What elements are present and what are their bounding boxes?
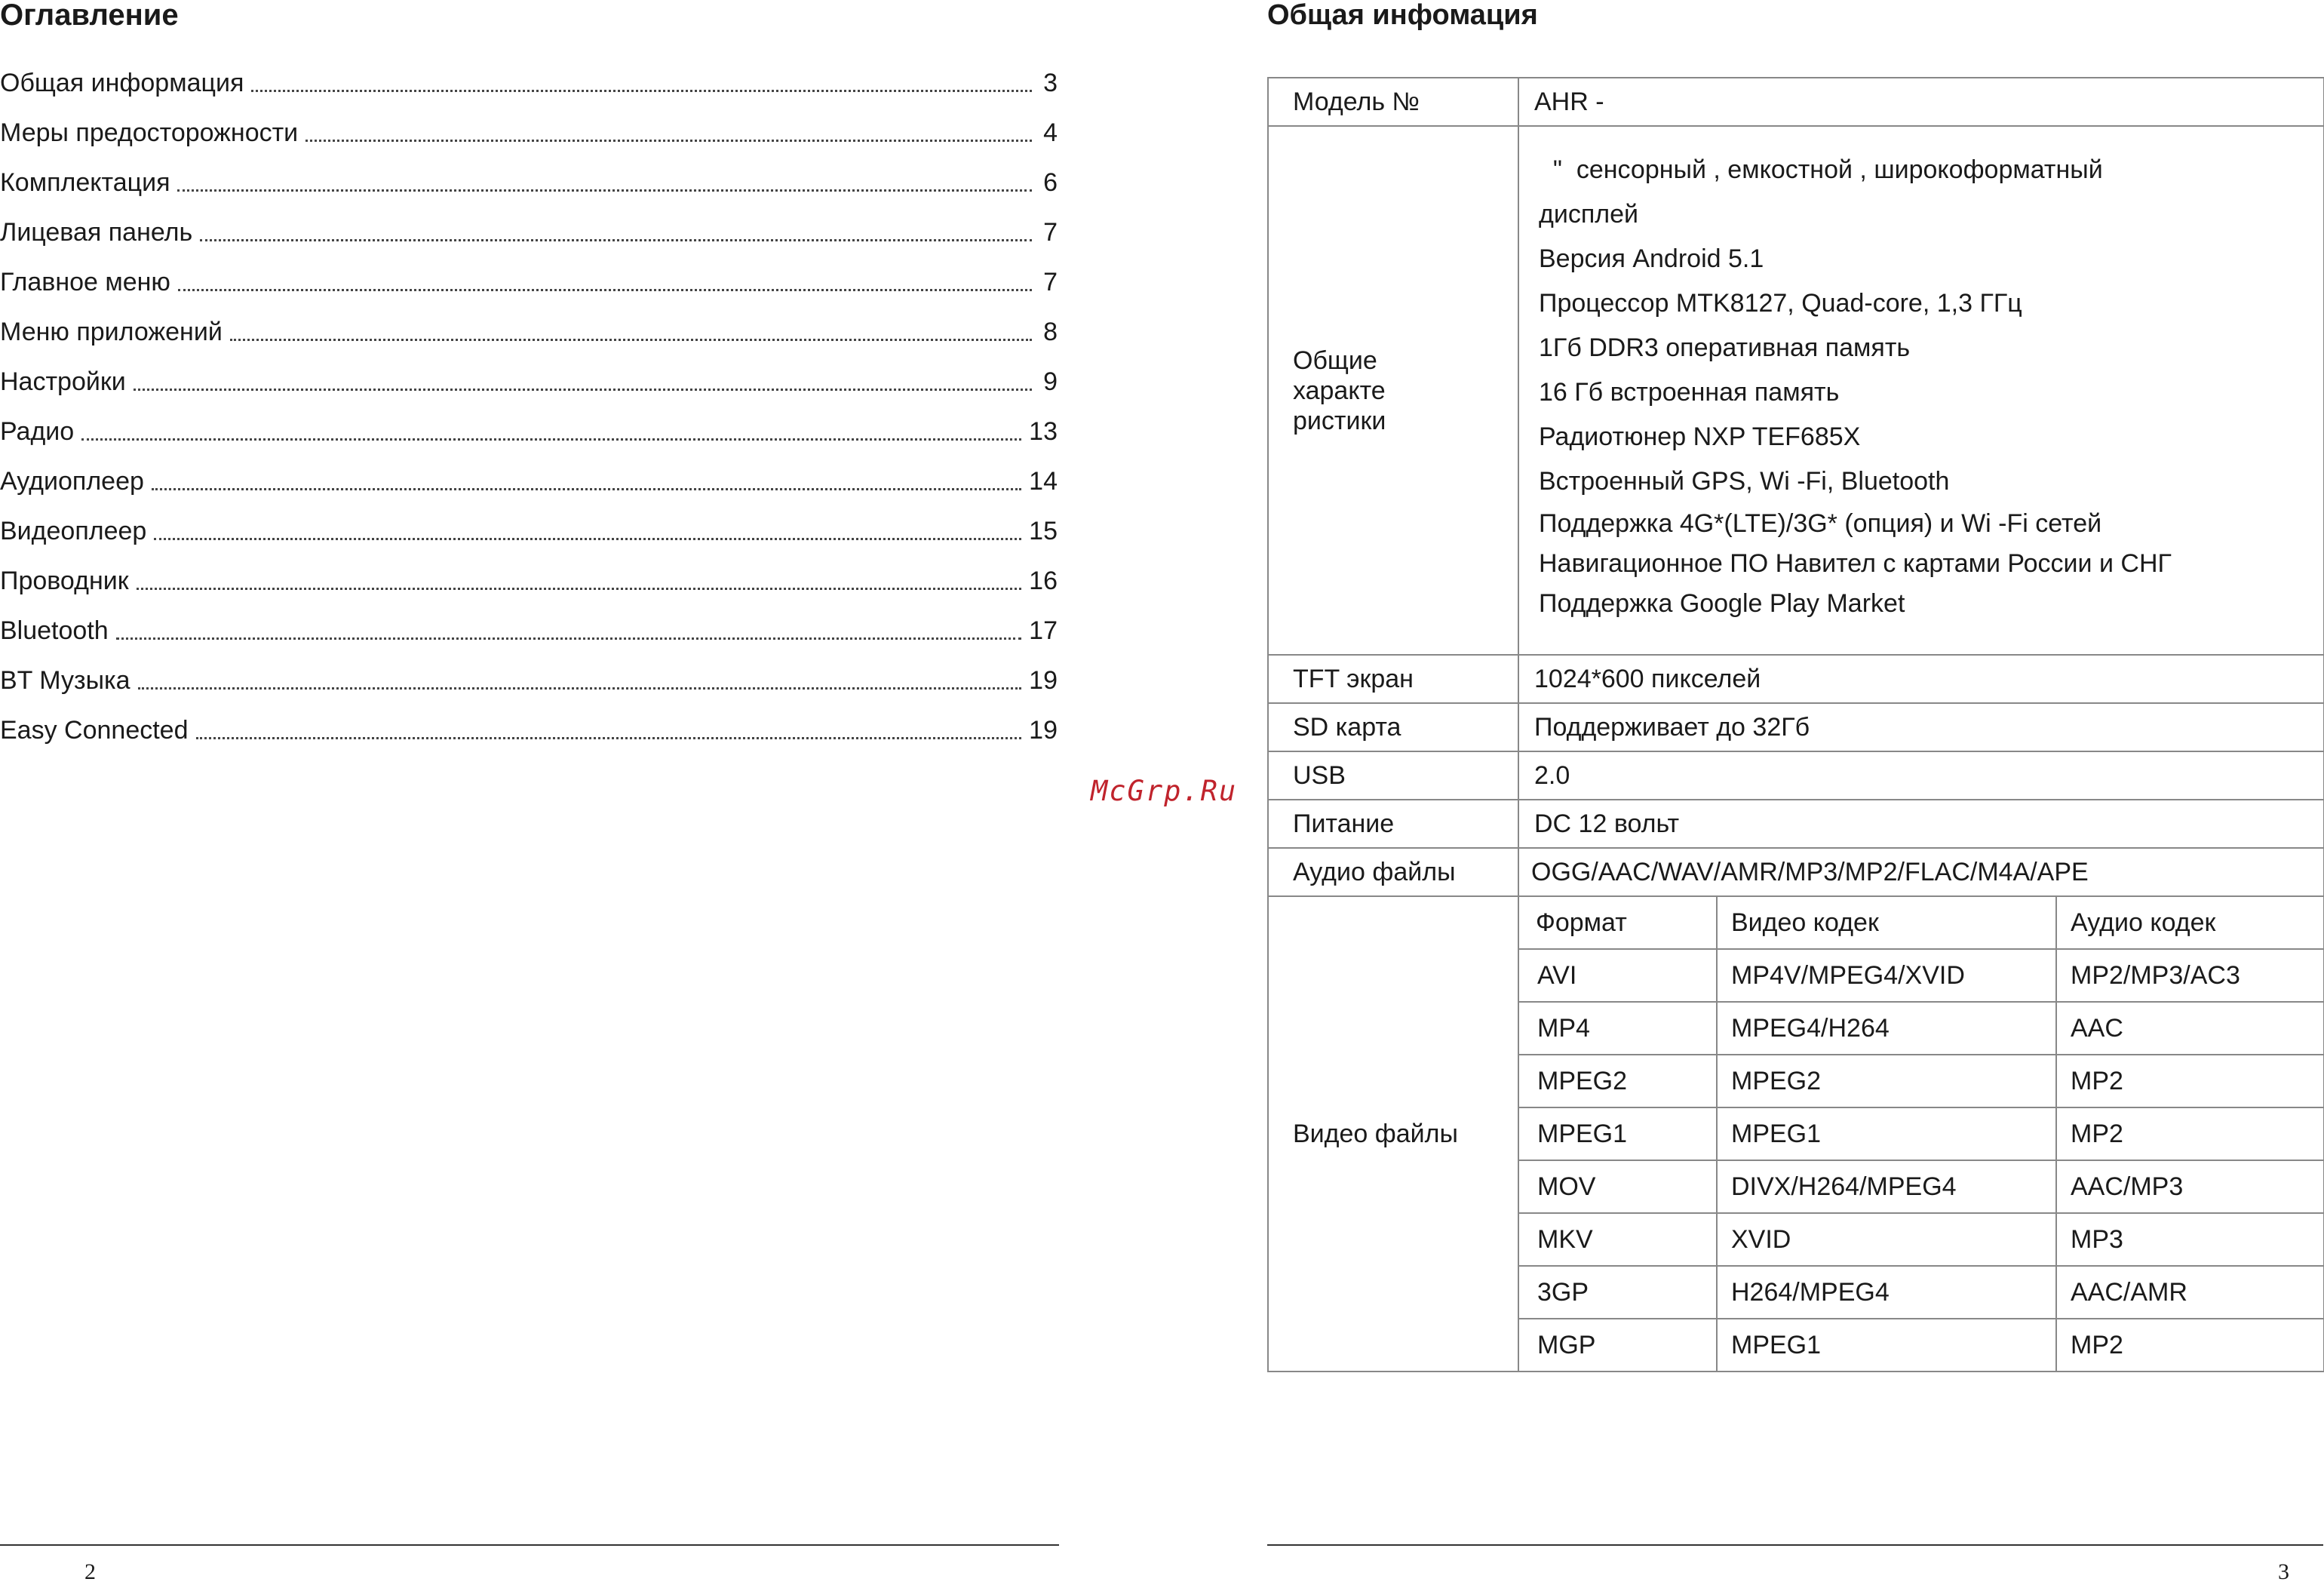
toc-entry[interactable]	[0, 597, 1058, 647]
specs-table	[1267, 77, 2324, 1372]
video-codec-table	[1519, 897, 2324, 1371]
table-cell: AAC/AMR	[2056, 1266, 2324, 1319]
toc-entry[interactable]	[0, 249, 1058, 299]
watermark: McGrp.Ru	[1091, 775, 1238, 807]
toc-leader-dots	[134, 389, 1032, 391]
toc-title: Оглавление	[0, 0, 179, 32]
toc-entry-page: 9	[1043, 367, 1058, 396]
toc-leader-dots	[200, 239, 1032, 241]
toc-entry[interactable]	[0, 349, 1058, 398]
toc-leader-dots	[152, 488, 1021, 490]
feature-line: Процессор MTK8127, Quad-core, 1,3 ГГц	[1539, 289, 2022, 318]
table-row	[1519, 1002, 2324, 1055]
table-row	[1268, 78, 2324, 126]
toc-entry[interactable]	[0, 498, 1058, 548]
toc-entry-title: Аудиоплеер	[0, 467, 144, 496]
toc-leader-dots	[154, 538, 1021, 540]
toc-entry[interactable]	[0, 299, 1058, 349]
toc-entry-title: Комплектация	[0, 168, 170, 197]
toc-entry-page: 19	[1029, 716, 1058, 745]
spec-value: OGG/AAC/WAV/AMR/MP3/MP2/FLAC/M4A/APE	[1518, 848, 2324, 896]
toc-entry[interactable]	[0, 448, 1058, 498]
table-cell: MPEG1	[1519, 1107, 1717, 1160]
toc-entry-title: Общая информация	[0, 69, 244, 97]
table-row	[1268, 751, 2324, 800]
table-cell: MKV	[1519, 1213, 1717, 1266]
feature-line: Встроенный GPS, Wi -Fi, Bluetooth	[1539, 467, 1950, 496]
table-header-row	[1519, 897, 2324, 949]
toc-entry-title: Easy Connected	[0, 716, 189, 745]
toc-entry-page: 16	[1029, 567, 1058, 595]
table-cell: MPEG2	[1717, 1055, 2056, 1107]
toc-leader-dots	[81, 438, 1021, 441]
column-header: Видео кодек	[1717, 897, 2056, 949]
page-number: 3	[2278, 1559, 2289, 1584]
toc-entry-page: 7	[1043, 268, 1058, 296]
spec-label: Модель №	[1268, 78, 1518, 126]
spec-label: USB	[1268, 751, 1518, 800]
toc-leader-dots	[137, 588, 1022, 590]
spec-label: Видео файлы	[1268, 896, 1518, 1372]
table-row	[1268, 800, 2324, 848]
toc-entry-title: Радио	[0, 417, 75, 446]
toc-entry[interactable]	[0, 149, 1058, 199]
column-header: Аудио кодек	[2056, 897, 2324, 949]
table-row	[1519, 1160, 2324, 1213]
toc-entry-page: 13	[1029, 417, 1058, 446]
table-cell: MP2	[2056, 1055, 2324, 1107]
table-cell: XVID	[1717, 1213, 2056, 1266]
table-cell: MP2/MP3/AC3	[2056, 949, 2324, 1002]
specs-page	[1267, 0, 2324, 1582]
toc-page	[0, 0, 1064, 1582]
toc-leader-dots	[196, 737, 1022, 739]
feature-line: Навигационное ПО Навител с картами России и СНГ	[1539, 549, 2172, 578]
toc-entry-page: 8	[1043, 318, 1058, 346]
table-cell: MPEG2	[1519, 1055, 1717, 1107]
feature-line: Поддержка Google Play Market	[1539, 589, 1905, 618]
table-row	[1268, 126, 2324, 655]
table-row	[1519, 1107, 2324, 1160]
toc-entry-title: Настройки	[0, 367, 126, 396]
toc-entry[interactable]	[0, 398, 1058, 448]
toc-entry-title: Проводник	[0, 567, 129, 595]
table-cell: MP4	[1519, 1002, 1717, 1055]
spec-label: Аудио файлы	[1268, 848, 1518, 896]
table-row	[1268, 655, 2324, 703]
toc-entry-page: 14	[1029, 467, 1058, 496]
table-cell: MPEG1	[1717, 1319, 2056, 1371]
toc-entry-page: 17	[1029, 616, 1058, 645]
footer-rule	[0, 1544, 1059, 1546]
table-row	[1519, 1319, 2324, 1371]
table-cell: MP2	[2056, 1319, 2324, 1371]
spec-value: Поддерживает до 32Гб	[1518, 703, 2324, 751]
table-cell: AAC/MP3	[2056, 1160, 2324, 1213]
table-cell: MP2	[2056, 1107, 2324, 1160]
feature-line: Радиотюнер NXP TEF685X	[1539, 422, 1861, 451]
spec-value: 1024*600 пикселей	[1518, 655, 2324, 703]
toc-entry-page: 4	[1043, 118, 1058, 147]
toc-entry-page: 19	[1029, 666, 1058, 695]
toc-entry-page: 3	[1043, 69, 1058, 97]
footer-rule	[1267, 1544, 2323, 1546]
table-row	[1519, 1055, 2324, 1107]
toc-leader-dots	[230, 339, 1032, 341]
toc-leader-dots	[177, 189, 1032, 192]
table-row	[1268, 848, 2324, 896]
feature-line: 16 Гб встроенная память	[1539, 378, 1840, 407]
toc-entry-title: Главное меню	[0, 268, 170, 296]
table-row	[1519, 949, 2324, 1002]
table-cell: AVI	[1519, 949, 1717, 1002]
toc-entry-title: Лицевая панель	[0, 218, 193, 247]
toc-entry[interactable]	[0, 100, 1058, 149]
toc-entry-title: Меню приложений	[0, 318, 223, 346]
table-cell: AAC	[2056, 1002, 2324, 1055]
feature-line: Поддержка 4G*(LTE)/3G* (опция) и Wi -Fi сетей	[1539, 509, 2102, 538]
toc-entry-page: 15	[1029, 517, 1058, 545]
table-cell: MP4V/MPEG4/XVID	[1717, 949, 2056, 1002]
table-cell: MOV	[1519, 1160, 1717, 1213]
table-cell: MPEG1	[1717, 1107, 2056, 1160]
feature-line: Версия Android 5.1	[1539, 244, 1764, 273]
table-cell: MGP	[1519, 1319, 1717, 1371]
toc-entry[interactable]	[0, 647, 1058, 697]
general-features	[1534, 127, 2323, 654]
spec-value: 2.0	[1518, 751, 2324, 800]
feature-line: 1Гб DDR3 оперативная память	[1539, 333, 1911, 362]
spec-label: SD карта	[1268, 703, 1518, 751]
feature-line: дисплей	[1539, 200, 1638, 229]
section-title: Общая инфомация	[1267, 0, 1538, 31]
toc-entry-title: BT Музыка	[0, 666, 130, 695]
video-codec-cell	[1518, 896, 2324, 1372]
toc-entry-title: Меры предосторожности	[0, 118, 299, 147]
spec-value: AHR -	[1518, 78, 2324, 126]
table-cell: H264/MPEG4	[1717, 1266, 2056, 1319]
toc-leader-dots	[138, 687, 1022, 690]
general-label: Общие характе ристики	[1293, 346, 1386, 435]
table-row	[1519, 1266, 2324, 1319]
toc-entry[interactable]	[0, 548, 1058, 597]
toc-list	[0, 50, 1058, 747]
toc-entry[interactable]	[0, 697, 1058, 747]
table-row	[1268, 703, 2324, 751]
page-number: 2	[84, 1559, 96, 1584]
toc-leader-dots	[116, 637, 1022, 640]
toc-entry-page: 7	[1043, 218, 1058, 247]
spec-value: DC 12 вольт	[1518, 800, 2324, 848]
table-row	[1519, 1213, 2324, 1266]
toc-leader-dots	[178, 289, 1032, 291]
spec-value	[1518, 126, 2324, 655]
column-header: Формат	[1519, 897, 1717, 949]
toc-entry-page: 6	[1043, 168, 1058, 197]
table-cell: DIVX/H264/MPEG4	[1717, 1160, 2056, 1213]
toc-leader-dots	[251, 90, 1032, 92]
toc-entry-title: Bluetooth	[0, 616, 109, 645]
table-row	[1268, 896, 2324, 1372]
feature-line: " сенсорный , емкостной , широкоформатный	[1539, 155, 2103, 184]
toc-entry[interactable]	[0, 50, 1058, 100]
toc-entry[interactable]	[0, 199, 1058, 249]
spec-label	[1268, 126, 1518, 655]
toc-leader-dots	[305, 140, 1032, 142]
spec-label: Питание	[1268, 800, 1518, 848]
table-cell: 3GP	[1519, 1266, 1717, 1319]
table-cell: MPEG4/H264	[1717, 1002, 2056, 1055]
table-cell: MP3	[2056, 1213, 2324, 1266]
spec-label: TFT экран	[1268, 655, 1518, 703]
toc-entry-title: Видеоплеер	[0, 517, 147, 545]
